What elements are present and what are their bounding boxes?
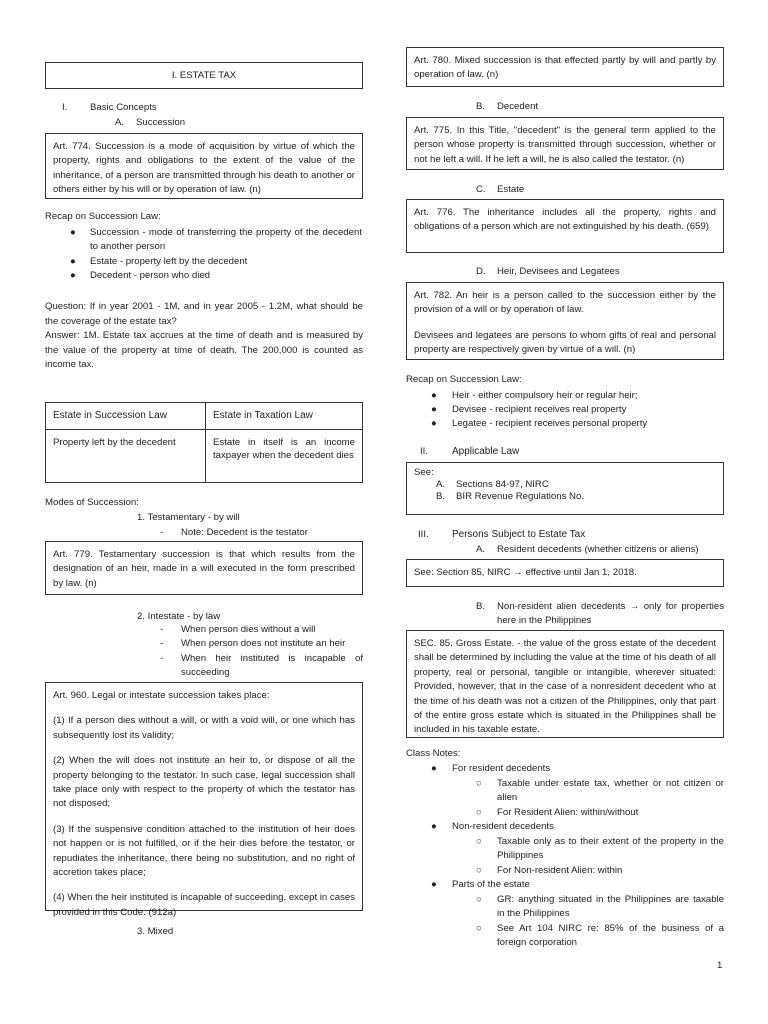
subsection-letter: A.	[476, 544, 486, 555]
art-776-text: Art. 776. The inheritance includes all the property, rights and obligations of a person which are not extinguished by his death. (659)	[414, 207, 716, 233]
list-item: Parts of the estate	[452, 879, 530, 890]
list-item: Note: Decedent is the testator	[181, 527, 308, 538]
estate-comparison-table	[45, 402, 363, 483]
sub-list-item: Taxable only as to their extent of the property in the Philippines	[497, 836, 724, 862]
bullet-icon: ●	[431, 390, 437, 401]
subsection-letter: B.	[476, 601, 486, 612]
section-85-reference-box	[406, 559, 724, 587]
bullet-icon: ●	[431, 821, 437, 832]
art-960-text: (1) If a person dies without a will, or with a void will, or one which has subsequently lost its validity;	[53, 715, 355, 741]
subsection-heading: Non-resident alien decedents → only for properties here in the Philippines	[497, 601, 724, 627]
art-779-box	[45, 541, 363, 595]
dash-marker: -	[160, 638, 164, 649]
dash-marker: -	[160, 624, 164, 635]
recap-heading: Recap on Succession Law:	[406, 374, 522, 385]
sub-list-item: For Non-resident Alien: within	[497, 865, 623, 876]
mode-intestate: 2. Intestate - by law	[137, 611, 221, 622]
art-774-box	[45, 133, 363, 199]
bullet-icon: ●	[70, 270, 76, 281]
see-label: See:	[414, 467, 434, 478]
art-775-box	[406, 117, 724, 170]
subsection-letter: B.	[476, 101, 486, 112]
list-item: BIR Revenue Regulations No.	[456, 491, 584, 502]
bullet-icon: ●	[70, 227, 76, 238]
mode-testamentary: 1. Testamentary - by will	[137, 512, 240, 523]
applicable-law-box	[406, 462, 724, 515]
circle-bullet-icon: ○	[476, 865, 482, 876]
list-letter: A.	[436, 479, 446, 490]
section-heading: Applicable Law	[452, 446, 520, 457]
art-782-text: Art. 782. An heir is a person called to the succession either by the provision of a will or by operation of law.	[414, 290, 716, 316]
list-item: Devisee - recipient receives real property	[452, 404, 627, 415]
circle-bullet-icon: ○	[476, 894, 482, 905]
section-number: III.	[418, 529, 429, 540]
subsection-letter: D.	[476, 266, 486, 277]
subsection-heading: Decedent	[497, 101, 539, 112]
circle-bullet-icon: ○	[476, 836, 482, 847]
list-item: Succession - mode of transferring the property of the decedent to another person	[90, 227, 362, 253]
subsection-heading: Succession	[136, 117, 186, 128]
art-780-box	[406, 47, 724, 87]
table-cell: Property left by the decedent	[46, 430, 206, 483]
modes-heading: Modes of Succession:	[45, 497, 139, 508]
subsection-letter: C.	[476, 184, 486, 195]
art-779-text: Art. 779. Testamentary succession is that which results from the designation of an heir, made in a will executed in the form prescribed by law. (n)	[53, 549, 355, 589]
sub-list-item: Taxable under estate tax, whether or not citizen or alien	[497, 778, 724, 804]
section-number: I.	[62, 102, 68, 113]
list-item: Sections 84-97, NIRC	[456, 479, 549, 490]
circle-bullet-icon: ○	[476, 778, 482, 789]
mode-mixed: 3. Mixed	[137, 926, 174, 937]
list-item: Decedent - person who died	[90, 270, 210, 281]
table-header: Estate in Succession Law	[46, 403, 206, 430]
circle-bullet-icon: ○	[476, 807, 482, 818]
list-item: Legatee - recipient receives personal property	[452, 418, 648, 429]
subsection-heading: Estate	[497, 184, 525, 195]
table-header: Estate in Taxation Law	[206, 403, 363, 430]
sec-85-box	[406, 630, 724, 738]
art-776-box	[406, 199, 724, 253]
bullet-icon: ●	[70, 256, 76, 267]
art-780-text: Art. 780. Mixed succession is that effected partly by will and partly by operation of law. (n)	[414, 55, 716, 81]
art-960-text: (2) When the will does not institute an heir to, or dispose of all the property belonging to the testator. In such case, legal succession shall take place only with respect to the property of which the testator has not disposed;	[53, 755, 355, 810]
page-number: 1	[717, 960, 723, 971]
question-text: Question: If in year 2001 - 1M, and in year 2005 - 1.2M, what should be the coverage of the estate tax?	[45, 301, 363, 327]
subsection-heading: Resident decedents (whether citizens or aliens)	[497, 544, 699, 555]
sub-list-item: GR: anything situated in the Philippines are taxable in the Philippines	[497, 894, 724, 920]
bullet-icon: ●	[431, 879, 437, 890]
list-item: Estate - property left by the decedent	[90, 256, 248, 267]
list-item: For resident decedents	[452, 763, 551, 774]
section-number: II.	[420, 446, 428, 457]
art-960-box	[45, 682, 363, 918]
table-cell: Estate in itself is an income taxpayer when the decedent dies	[206, 430, 363, 483]
bullet-icon: ●	[431, 404, 437, 415]
list-item: Non-resident decedents	[452, 821, 554, 832]
art-774-text: Art. 774. Succession is a mode of acquisition by virtue of which the property, rights and obligations to the extent of the value of the inheritance, of a person are transmitted through his death to another or others either by his will or by operation of law. (n)	[53, 141, 355, 196]
art-960-text: (3) If the suspensive condition attached to the institution of heir does not happen or is not fulfilled, or if the heir dies before the testator, or repudiates the inheritance, there being no substitution, and no right of accretion takes place;	[53, 823, 355, 879]
bullet-icon: ●	[431, 418, 437, 429]
art-782-box	[406, 282, 724, 360]
list-letter: B.	[436, 491, 446, 502]
list-item: When heir instituted is incapable of succeeding	[181, 653, 363, 679]
list-item: Heir - either compulsory heir or regular heir;	[452, 390, 638, 401]
sec-85-text: SEC. 85. Gross Estate. - the value of the gross estate of the decedent shall be determined by including the value at the time of his death of all property, real or personal, tangible or intangible, wherever situated: Provided, however, that in the case of a nonresident decedent who at the time of his death was not a citizen of the Philippines, only that part of the entire gross estate which is situated in the Philippines shall be included in his taxable estate.	[414, 638, 716, 736]
list-item: When person dies without a will	[181, 624, 316, 635]
art-960-text: (4) When the heir instituted is incapable of succeeding, except in cases provided in this Code. (912a)	[53, 892, 355, 918]
see-text: See: Section 85, NIRC → effective until Jan 1, 2018.	[414, 567, 637, 578]
section-title-box	[45, 62, 363, 89]
list-item: When person does not institute an heir	[181, 638, 346, 649]
circle-bullet-icon: ○	[476, 923, 482, 934]
art-960-text: Art. 960. Legal or intestate succession takes place:	[53, 690, 270, 701]
sub-list-item: See Art 104 NIRC re: 85% of the business of a foreign corporation	[497, 923, 724, 949]
dash-marker: -	[160, 527, 164, 538]
bullet-icon: ●	[431, 763, 437, 774]
section-heading: Basic Concepts	[90, 102, 157, 113]
answer-text: Answer: 1M. Estate tax accrues at the time of death and is measured by the value of the property at time of death. The 200,000 is counted as income tax.	[45, 330, 363, 371]
recap-heading: Recap on Succession Law:	[45, 211, 161, 222]
dash-marker: -	[160, 653, 164, 664]
sub-list-item: For Resident Alien: within/without	[497, 807, 639, 818]
art-775-text: Art. 775. In this Title, "decedent" is the general term applied to the person whose property is transmitted through succession, whether or not he left a will. If he left a will, he is also called the testator. (n)	[414, 125, 716, 165]
subsection-letter: A.	[115, 117, 125, 128]
art-782-text: Devisees and legatees are persons to whom gifts of real and personal property are respectively given by virtue of a will. (n)	[414, 329, 716, 356]
section-heading: Persons Subject to Estate Tax	[452, 529, 586, 540]
subsection-heading: Heir, Devisees and Legatees	[497, 266, 620, 277]
page-title: I. ESTATE TAX	[171, 70, 237, 81]
class-notes-heading: Class Notes:	[406, 748, 461, 759]
